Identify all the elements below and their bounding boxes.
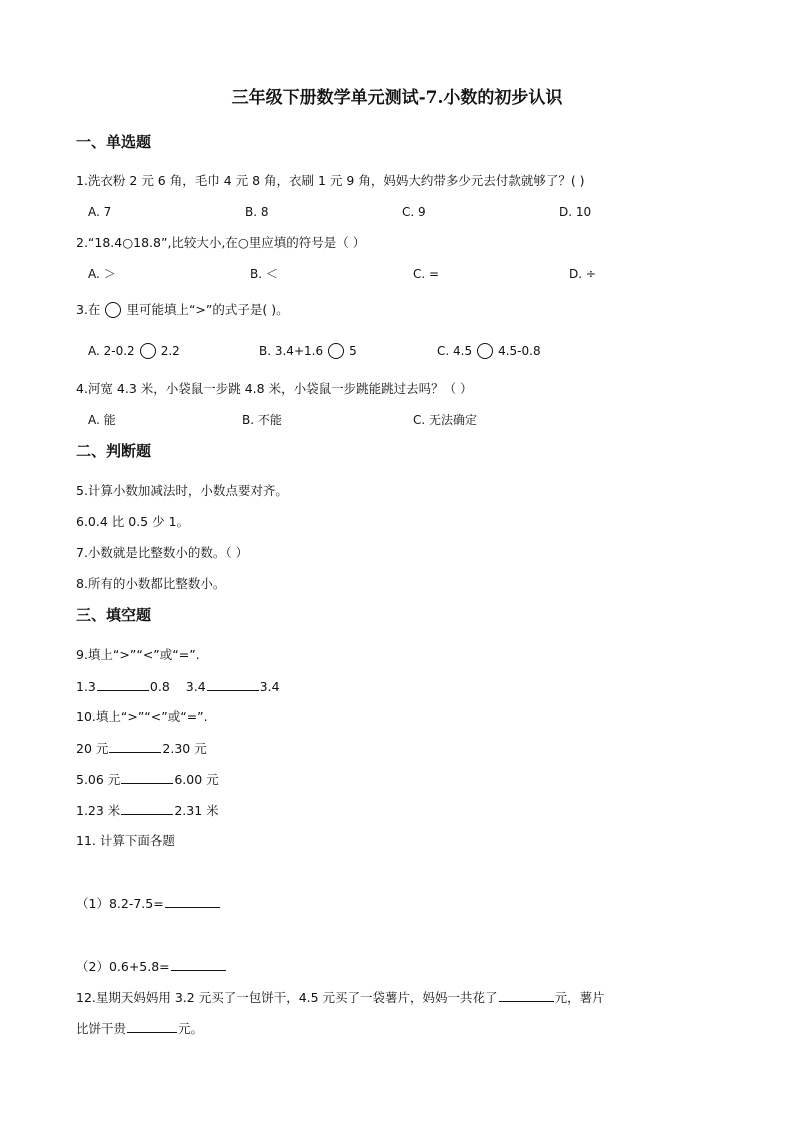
q10-right-2: 6.00 元 — [174, 772, 219, 787]
q9-left-2: 3.4 — [185, 679, 206, 694]
q3-a-right: 2.2 — [160, 344, 180, 358]
circle-icon — [140, 343, 156, 359]
question-12-line-2 — [76, 1020, 203, 1037]
q1-option-a[interactable]: A. 7 — [88, 205, 112, 219]
q9-right-2: 3.4 — [259, 679, 280, 694]
question-1: 1.洗衣粉 2 元 6 角，毛巾 4 元 8 角，衣刷 1 元 9 角，妈妈大约带多少元去付款就够了？( ) — [76, 173, 585, 188]
answer-blank[interactable] — [127, 1020, 177, 1033]
question-4: 4.河宽 4.3 米，小袋鼠一步跳 4.8 米，小袋鼠一步跳能跳过去吗？（ ） — [76, 381, 473, 396]
q1-option-d[interactable]: D. 10 — [559, 205, 592, 219]
q11-p1-text: （1）8.2-7.5= — [76, 896, 164, 911]
q10-row-2 — [76, 771, 219, 788]
q12-part4: 元。 — [178, 1021, 204, 1036]
q3-b-right: 5 — [349, 344, 357, 358]
q3-prefix: 3.在 — [76, 302, 101, 317]
question-10: 10.填上“>”“<”或“=”. — [76, 709, 208, 724]
page-title: 三年级下册数学单元测试-7.小数的初步认识 — [231, 88, 563, 108]
question-8: 8.所有的小数都比整数小。 — [76, 576, 226, 591]
q3-b-left: B. 3.4+1.6 — [259, 344, 324, 358]
q11-part-1 — [76, 895, 221, 912]
q2-option-c[interactable]: C. = — [413, 267, 440, 281]
q3-option-b[interactable] — [259, 343, 357, 359]
q9-row — [76, 678, 280, 695]
q3-a-left: A. 2-0.2 — [88, 344, 135, 358]
q2-option-b[interactable]: B. ＜ — [250, 267, 278, 281]
q4-option-a[interactable]: A. 能 — [88, 413, 116, 427]
question-9: 9.填上“>”“<”或“=”. — [76, 647, 200, 662]
question-3 — [76, 302, 289, 318]
answer-blank[interactable] — [171, 958, 226, 971]
question-5: 5.计算小数加减法时，小数点要对齐。 — [76, 483, 288, 498]
q10-right-3: 2.31 米 — [174, 803, 219, 818]
section-fill-blank: 三、填空题 — [76, 606, 152, 624]
q12-part2: 元，薯片 — [554, 990, 605, 1005]
section-true-false: 二、判断题 — [76, 442, 152, 460]
q3-option-a[interactable] — [88, 343, 180, 359]
q12-part3: 比饼干贵 — [76, 1021, 127, 1036]
q1-option-c[interactable]: C. 9 — [402, 205, 426, 219]
answer-blank[interactable] — [109, 740, 161, 753]
q11-part-2 — [76, 958, 227, 975]
q10-row-3 — [76, 802, 219, 819]
answer-blank[interactable] — [97, 678, 149, 691]
q10-row-1 — [76, 740, 207, 757]
circle-icon — [105, 302, 121, 318]
answer-blank[interactable] — [165, 895, 220, 908]
q10-left-1: 20 元 — [76, 741, 109, 756]
answer-blank[interactable] — [121, 802, 173, 815]
question-6: 6.0.4 比 0.5 少 1。 — [76, 514, 190, 529]
answer-blank[interactable] — [207, 678, 259, 691]
q12-part1: 12.星期天妈妈用 3.2 元买了一包饼干，4.5 元买了一袋薯片，妈妈一共花了 — [76, 990, 498, 1005]
answer-blank[interactable] — [121, 771, 173, 784]
q1-option-b[interactable]: B. 8 — [245, 205, 269, 219]
q9-right-1: 0.8 — [149, 679, 170, 694]
circle-icon — [477, 343, 493, 359]
question-2: 2.“18.4○18.8”,比较大小,在○里应填的符号是（ ） — [76, 235, 366, 250]
q3-c-right: 4.5-0.8 — [498, 344, 541, 358]
q3-suffix: 里可能填上“>”的式子是( )。 — [126, 302, 289, 317]
q4-option-b[interactable]: B. 不能 — [242, 413, 282, 427]
answer-blank[interactable] — [499, 989, 554, 1002]
question-12-line-1 — [76, 989, 605, 1006]
q9-left-1: 1.3 — [76, 679, 96, 694]
section-single-choice: 一、单选题 — [76, 133, 152, 151]
q2-option-a[interactable]: A. ＞ — [88, 267, 116, 281]
q10-right-1: 2.30 元 — [162, 741, 207, 756]
q3-option-c[interactable] — [437, 343, 541, 359]
question-7: 7.小数就是比整数小的数。（ ） — [76, 545, 249, 560]
q2-option-d[interactable]: D. ÷ — [569, 267, 596, 281]
circle-icon — [328, 343, 344, 359]
question-11: 11. 计算下面各题 — [76, 833, 175, 848]
q11-p2-text: （2）0.6+5.8= — [76, 959, 170, 974]
q3-c-left: C. 4.5 — [437, 344, 473, 358]
q10-left-2: 5.06 元 — [76, 772, 121, 787]
q10-left-3: 1.23 米 — [76, 803, 121, 818]
q4-option-c[interactable]: C. 无法确定 — [413, 413, 478, 427]
